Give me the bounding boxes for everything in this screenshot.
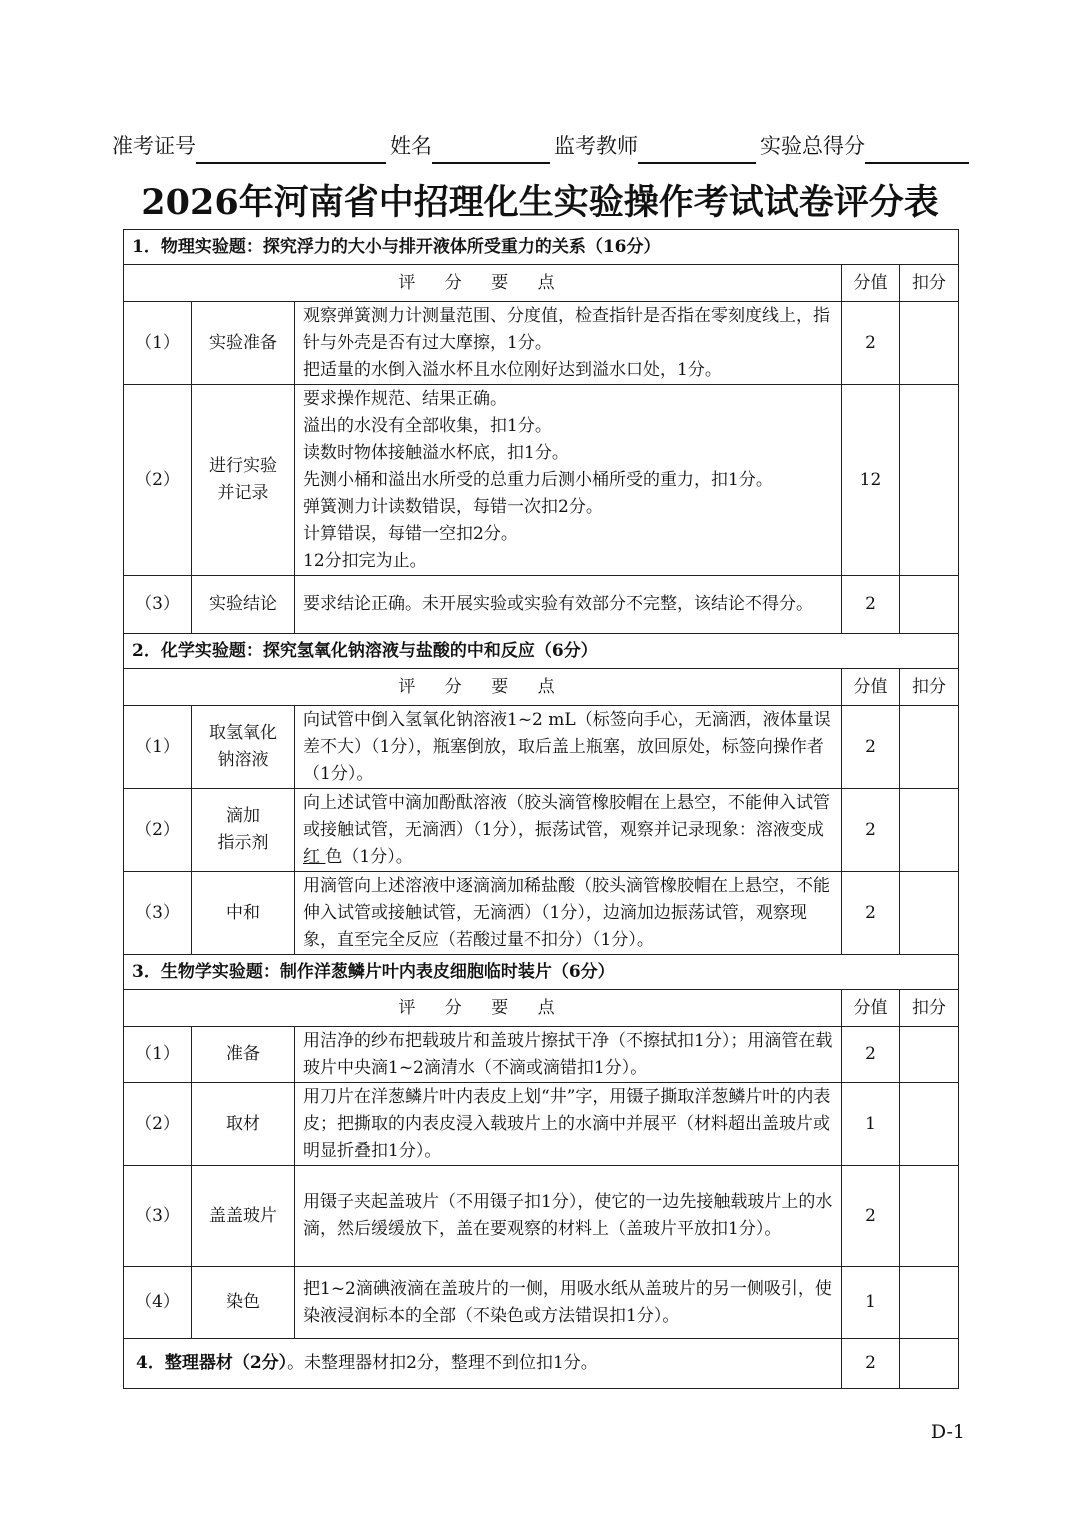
row-deduct-cell[interactable]: [900, 1166, 959, 1267]
deduct-header: 扣分: [900, 669, 959, 706]
proctor-field[interactable]: [638, 134, 756, 164]
row-description: 用镊子夹起盖玻片（不用镊子扣1分），使它的一边先接触载玻片上的水滴，然后缓缓放下，盖在要观察的材料上（盖玻片平放扣1分）。: [295, 1166, 842, 1267]
total-score-field[interactable]: [865, 134, 969, 164]
section-title-biology: 3．生物学实验题：制作洋葱鳞片叶内表皮细胞临时装片（6分）: [124, 955, 959, 990]
row-number: （4）: [124, 1267, 192, 1339]
equipment-rule: 。未整理器材扣2分，整理不到位扣1分。: [287, 1353, 598, 1373]
row-item: 染色: [192, 1267, 295, 1339]
row-item: 滴加 指示剂: [192, 789, 295, 872]
row-number: （2）: [124, 1083, 192, 1166]
answer-fill-red: 红: [303, 846, 326, 867]
row-score: 1: [842, 1267, 900, 1339]
row-score: 2: [842, 872, 900, 955]
table-row: [124, 302, 959, 385]
row-deduct-cell[interactable]: [900, 706, 959, 789]
section-header-biology: [124, 955, 959, 990]
row-deduct-cell[interactable]: [900, 1339, 959, 1389]
row-score: 2: [842, 576, 900, 634]
row-score: 2: [842, 302, 900, 385]
row-item: 中和: [192, 872, 295, 955]
row-deduct-cell[interactable]: [900, 1083, 959, 1166]
row-deduct-cell[interactable]: [900, 1027, 959, 1083]
row-description: [295, 789, 842, 872]
section-header-chemistry: [124, 634, 959, 669]
score-header: 分值: [842, 669, 900, 706]
row-description-tail: 色（1分）。: [325, 846, 413, 867]
row-score: 12: [842, 385, 900, 576]
row-item: 盖盖玻片: [192, 1166, 295, 1267]
row-item: 取氢氧化 钠溶液: [192, 706, 295, 789]
deduct-header: 扣分: [900, 990, 959, 1027]
row-item: 实验结论: [192, 576, 295, 634]
table-row: [124, 706, 959, 789]
row-number: （1）: [124, 302, 192, 385]
exam-id-label: 准考证号: [112, 134, 196, 158]
table-row: [124, 1027, 959, 1083]
row-deduct-cell[interactable]: [900, 385, 959, 576]
exam-id-field[interactable]: [196, 134, 386, 164]
table-row: [124, 1166, 959, 1267]
scoring-table: [123, 229, 959, 1389]
section-title-equipment: 4．整理器材（2分）: [136, 1353, 288, 1373]
section-header-physics: [124, 230, 959, 265]
table-row: [124, 1083, 959, 1166]
row-item: 进行实验 并记录: [192, 385, 295, 576]
row-number: （2）: [124, 789, 192, 872]
row-score: 2: [842, 789, 900, 872]
score-header: 分值: [842, 265, 900, 302]
row-description: 要求结论正确。未开展实验或实验有效部分不完整，该结论不得分。: [295, 576, 842, 634]
table-header: [124, 669, 959, 706]
row-score: 1: [842, 1083, 900, 1166]
row-score: 2: [842, 1166, 900, 1267]
table-row: [124, 1267, 959, 1339]
table-header: [124, 990, 959, 1027]
exam-header-fields: [112, 130, 982, 164]
row-deduct-cell[interactable]: [900, 302, 959, 385]
row-score: 2: [842, 706, 900, 789]
row-item: 准备: [192, 1027, 295, 1083]
row-description-text: 向上述试管中滴加酚酞溶液（胶头滴管橡胶帽在上悬空，不能伸入试管或接触试管，无滴洒）（1分），振荡试管，观察并记录现象：溶液变成: [303, 792, 830, 840]
row-number: （1）: [124, 1027, 192, 1083]
points-header: 评 分 要 点: [124, 669, 842, 706]
row-score: 2: [842, 1339, 900, 1389]
section-title-chemistry: 2．化学实验题：探究氢氧化钠溶液与盐酸的中和反应（6分）: [124, 634, 959, 669]
row-number: （3）: [124, 872, 192, 955]
table-header: [124, 265, 959, 302]
table-row: [124, 789, 959, 872]
proctor-label: 监考教师: [554, 134, 638, 158]
row-description: 用洁净的纱布把载玻片和盖玻片擦拭干净（不擦拭扣1分）；用滴管在载玻片中央滴1~2滴清水（不滴或滴错扣1分）。: [295, 1027, 842, 1083]
section-row-equipment: [124, 1339, 959, 1389]
table-row: [124, 576, 959, 634]
row-deduct-cell[interactable]: [900, 1267, 959, 1339]
row-description: 向试管中倒入氢氧化钠溶液1~2 mL（标签向手心，无滴洒，液体量误差不大）（1分），瓶塞倒放，取后盖上瓶塞，放回原处，标签向操作者（1分）。: [295, 706, 842, 789]
row-description: 观察弹簧测力计测量范围、分度值，检查指针是否指在零刻度线上，指针与外壳是否有过大摩擦，1分。 把适量的水倒入溢水杯且水位刚好达到溢水口处，1分。: [295, 302, 842, 385]
row-score: 2: [842, 1027, 900, 1083]
page-title: 2026年河南省中招理化生实验操作考试试卷评分表: [141, 182, 939, 223]
row-description: 把1~2滴碘液滴在盖玻片的一侧，用吸水纸从盖玻片的另一侧吸引，使染液浸润标本的全部（不染色或方法错误扣1分）。: [295, 1267, 842, 1339]
row-number: （2）: [124, 385, 192, 576]
section-title-physics: 1．物理实验题：探究浮力的大小与排开液体所受重力的关系（16分）: [124, 230, 959, 265]
row-deduct-cell[interactable]: [900, 576, 959, 634]
name-field[interactable]: [432, 134, 550, 164]
row-deduct-cell[interactable]: [900, 872, 959, 955]
score-header: 分值: [842, 990, 900, 1027]
equipment-description: [124, 1339, 842, 1389]
row-number: （3）: [124, 576, 192, 634]
row-description: 用滴管向上述溶液中逐滴滴加稀盐酸（胶头滴管橡胶帽在上悬空，不能伸入试管或接触试管，无滴洒）（1分），边滴加边振荡试管，观察现象，直至完全反应（若酸过量不扣分）（1分）。: [295, 872, 842, 955]
table-row: [124, 385, 959, 576]
deduct-header: 扣分: [900, 265, 959, 302]
row-item: 实验准备: [192, 302, 295, 385]
row-description: 要求操作规范、结果正确。 溢出的水没有全部收集，扣1分。 读数时物体接触溢水杯底，扣1分。 先测小桶和溢出水所受的总重力后测小桶所受的重力，扣1分。 弹簧测力计读数错误，每错一次扣2分。 计算错误，每错一空扣2分。 12分扣完为止。: [295, 385, 842, 576]
row-description: 用刀片在洋葱鳞片叶内表皮上划“井”字，用镊子撕取洋葱鳞片叶的内表皮；把撕取的内表皮浸入载玻片上的水滴中并展平（材料超出盖玻片或明显折叠扣1分）。: [295, 1083, 842, 1166]
table-row: [124, 872, 959, 955]
points-header: 评 分 要 点: [124, 990, 842, 1027]
page-number: D-1: [930, 1421, 965, 1443]
name-label: 姓名: [390, 134, 432, 158]
row-deduct-cell[interactable]: [900, 789, 959, 872]
total-score-label: 实验总得分: [760, 134, 865, 158]
row-number: （3）: [124, 1166, 192, 1267]
points-header: 评 分 要 点: [124, 265, 842, 302]
row-number: （1）: [124, 706, 192, 789]
row-item: 取材: [192, 1083, 295, 1166]
